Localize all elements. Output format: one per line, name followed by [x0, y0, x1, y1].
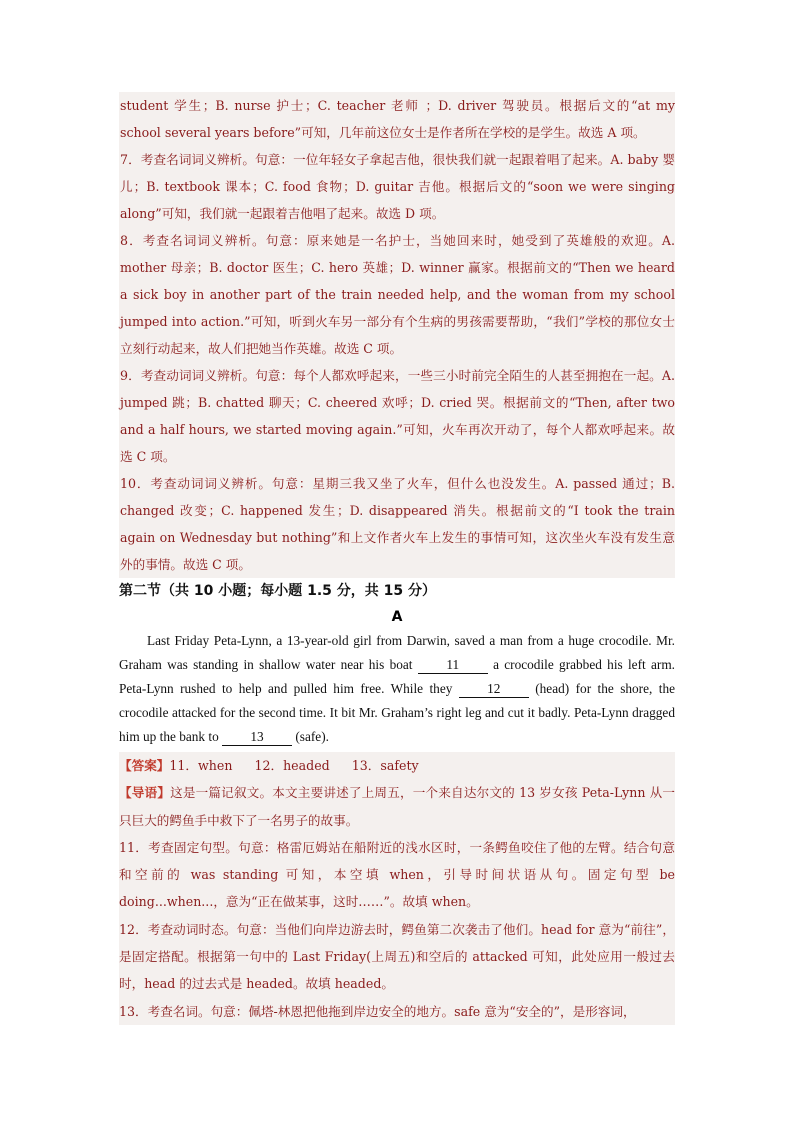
passage-text-part: (head) for the shore, the crocodile attacked for the second time. It bit Mr. Graham’s right leg and cut it badly. Peta-Lynn dragged him up the bank to [119, 681, 675, 744]
guide-paragraph [119, 779, 675, 834]
explanation-paragraph: 7．考查名词词义辨析。句意：一位年轻女子拿起吉他，很快我们就一起跟着唱了起来。A. baby 婴儿；B. textbook 课本；C. food 食物；D. guitar 吉他。根据后文的“soon we were singing along”可知，我们就一起跟着吉他唱了起来。故选 D 项。 [120, 152, 675, 221]
answer-item: 11．when [169, 758, 233, 773]
explanation-block-top [119, 92, 675, 578]
guide-tag: 【导语】 [119, 785, 171, 801]
passage-text-part: (safe). [292, 729, 329, 744]
answer-line [119, 752, 675, 779]
page-content [119, 92, 675, 1025]
answer-item: 12．headed [254, 758, 330, 773]
guide-text: 这是一篇记叙文。本文主要讲述了上周五，一个来自达尔文的 13 岁女孩 Peta-Lynn 从一只巨大的鳄鱼手中救下了一名男子的故事。 [119, 785, 676, 828]
passage-text-part: a crocodile grabbed his left arm. Peta-Lynn rushed to help and pulled him free. While they [119, 657, 675, 696]
explanation-paragraph: 12．考查动词时态。句意：当他们向岸边游去时，鳄鱼第二次袭击了他们。head for 意为“前往”，是固定搭配。根据第一句中的 Last Friday(上周五)和空后的 attacked 可知，此处应用一般过去时，head 的过去式是 headed。故填 headed。 [119, 921, 675, 992]
explanation-paragraph: 8．考查名词词义辨析。句意：原来她是一名护士，当她回来时，她受到了英雄般的欢迎。A. mother 母亲；B. doctor 医生；C. hero 英雄；D. winner 赢家。根据前文的“Then we heard a sick boy in another part of the train needed help, and the woman from my school jumped into action.”可知，听到火车另一部分有个生病的男孩需要帮助，“我们”学校的那位女士立刻行动起来，故人们把她当作英雄。故选 C 项。 [120, 233, 675, 356]
blank-12[interactable]: 12 [459, 681, 529, 698]
explanation-paragraph: 9．考查动词词义辨析。句意：每个人都欢呼起来，一些三小时前完全陌生的人甚至拥抱在一起。A. jumped 跳；B. chatted 聊天；C. cheered 欢呼；D. cried 哭。根据前文的“Then, after two and a half hours, we started moving again.”可知，火车再次开动了，每个人都欢呼起来。故选 C 项。 [120, 368, 675, 464]
explanation-paragraph: 11．考查固定句型。句意：格雷厄姆站在船附近的浅水区时，一条鳄鱼咬住了他的左臂。结合句意和空前的 was standing 可知，本空填 when，引导时间状语从句。固定句型 be doing...when...，意为“正在做某事，这时……”。故填 when。 [119, 839, 675, 910]
answer-tag: 【答案】 [119, 758, 170, 773]
blank-11[interactable]: 11 [418, 657, 488, 674]
blank-13[interactable]: 13 [222, 729, 292, 746]
section-title: 第二节（共 10 小题；每小题 1.5 分，共 15 分） [119, 583, 437, 599]
passage-text-part: Last Friday Peta-Lynn, a 13-year-old girl from Darwin, saved a man from a huge crocodile. Mr. Graham was standing in shallow water near his boat [119, 633, 675, 672]
explanation-paragraph: student 学生；B. nurse 护士；C. teacher 老师 ；D. driver 驾驶员。根据后文的“at my school several years before”可知，几年前这位女士是作者所在学校的是学生。故选 A 项。 [120, 98, 675, 140]
passage-text [119, 629, 675, 749]
explanation-paragraph: 10．考查动词词义辨析。句意：星期三我又坐了火车，但什么也没发生。A. passed 通过；B. changed 改变；C. happened 发生；D. disappeared 消失。根据前文的“I took the train again on Wednesday but nothing”和上文作者火车上发生的事情可知，这次坐火车没有发生意外的事情。故选 C 项。 [120, 476, 675, 572]
explanation-paragraph: 13．考查名词。句意：佩塔-林恩把他拖到岸边安全的地方。safe 意为“安全的”，是形容词， [119, 1003, 636, 1019]
answer-item: 13．safety [351, 758, 419, 773]
explanation-block-bottom [119, 752, 675, 1025]
passage-letter: A [391, 609, 403, 625]
